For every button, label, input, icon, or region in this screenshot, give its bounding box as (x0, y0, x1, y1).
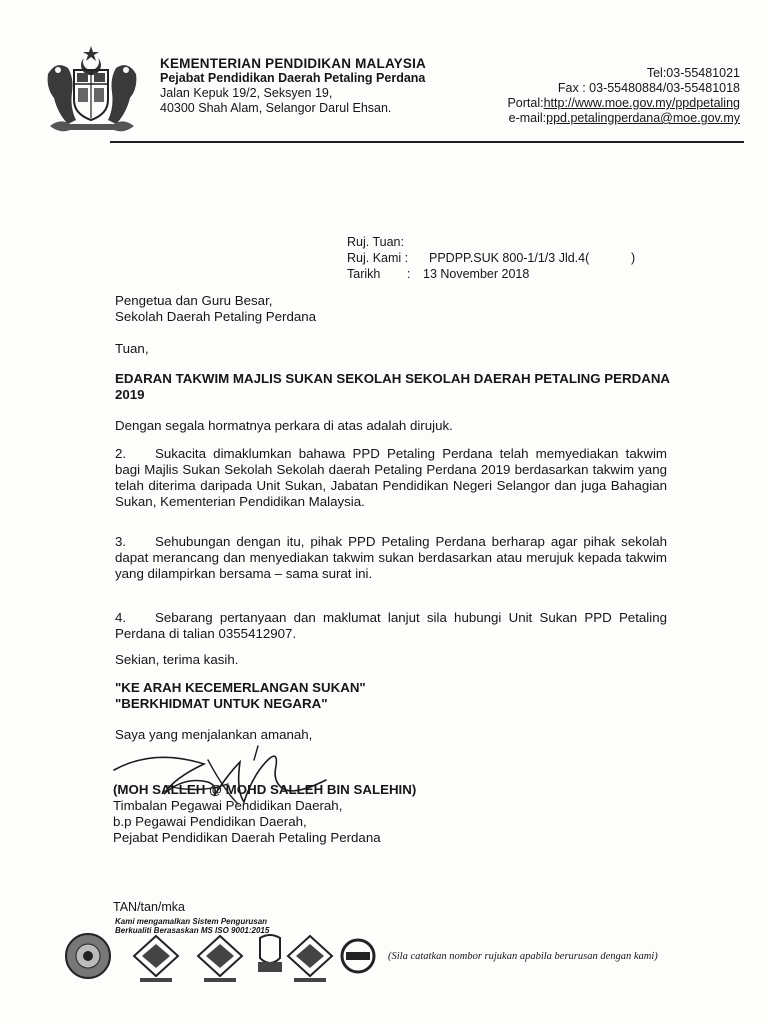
paragraph-4 (115, 610, 667, 642)
subject-heading: EDARAN TAKWIM MAJLIS SUKAN SEKOLAH SEKOLAH DAERAH PETALING PERDANA 2019 (115, 371, 670, 402)
paragraph-2 (115, 446, 667, 510)
paragraph-number: 2. (115, 446, 127, 461)
motto-line: "BERKHIDMAT UNTUK NEGARA" (115, 696, 328, 711)
reference-note: (Sila catatkan nombor rujukan apabila berurusan dengan kami) (388, 951, 658, 962)
sign-off: Saya yang menjalankan amanah, (115, 727, 313, 742)
office-name: Pejabat Pendidikan Daerah Petaling Perdana (160, 71, 426, 85)
recipient-line: Sekolah Daerah Petaling Perdana (115, 309, 317, 324)
paragraph-text: Sehubungan dengan itu, pihak PPD Petaling Perdana berharap agar pihak sekolah dapat merancang dan menyediakan takwim sukan berdasarkan atau merujuk kepada takwim yang dilampirkan bersama – sama surat ini. (115, 534, 667, 581)
iqnet-icon (342, 940, 374, 972)
ministry-name: KEMENTERIAN PENDIDIKAN MALAYSIA (160, 56, 426, 71)
portal-label: Portal: (507, 96, 544, 110)
email-link[interactable]: ppd.petalingperdana@moe.gov.my (546, 111, 740, 125)
motto (115, 680, 667, 712)
ministry-letterhead (160, 56, 426, 116)
portal-link[interactable]: http://www.moe.gov.my/ppdpetaling (543, 96, 740, 110)
address-line: 40300 Shah Alam, Selangor Darul Ehsan. (160, 101, 392, 115)
recipient-line: Pengetua dan Guru Besar, (115, 293, 273, 308)
header-divider (110, 141, 744, 143)
paragraph-1: Dengan segala hormatnya perkara di atas adalah dirujuk. (115, 418, 453, 433)
tarikh-label: Tarikh (347, 267, 381, 281)
ruj-tuan-label: Ruj. Tuan: (347, 235, 404, 249)
tarikh-separator: : (407, 267, 411, 281)
paragraph-text: Sebarang pertanyaan dan maklumat lanjut sila hubungi Unit Sukan PPD Petaling Perdana di talian 0355412907. (115, 610, 667, 641)
contact-details (507, 66, 740, 126)
ukas-mark-icon (258, 935, 282, 972)
paragraph-3 (115, 534, 667, 582)
coat-of-arms-icon (40, 44, 144, 138)
portal (507, 96, 740, 111)
recipient (115, 293, 667, 325)
signatory-name: (MOH SALLEH @ MOHD SALLEH BIN SALEHIN) (113, 782, 417, 797)
handwritten-signature (108, 740, 348, 814)
signatory-title: Timbalan Pegawai Pendidikan Daerah, (113, 798, 343, 813)
iso-line: Kami mengamalkan Sistem Pengurusan (115, 917, 268, 926)
cert-seal-icon (66, 934, 110, 978)
address-line: Jalan Kepuk 19/2, Seksyen 19, (160, 86, 333, 100)
motto-line: "KE ARAH KECEMERLANGAN SUKAN" (115, 680, 366, 695)
paragraph-text: Sukacita dimaklumkan bahawa PPD Petaling Perdana telah memyediakan takwim bagi Majlis Sukan Sekolah Sekolah daerah Petaling Perdana 2019 berdasarkan takwim yang telah diterima daripada Unit Sukan, Jabatan Pendidikan Negeri Selangor dan juga Bahagian Sukan, Kementerian Pendidikan Malaysia. (115, 446, 667, 509)
file-reference: TAN/tan/mka (113, 900, 186, 914)
email-label: e-mail: (508, 111, 547, 125)
email (507, 111, 740, 126)
reference-block (347, 234, 635, 282)
salutation: Tuan, (115, 341, 149, 356)
quality-mark-icon (288, 936, 332, 982)
paragraph-number: 4. (115, 610, 127, 625)
signatory-title: b.p Pegawai Pendidikan Daerah, (113, 814, 307, 829)
ruj-kami-label: Ruj. Kami : (347, 251, 409, 265)
telephone: Tel:03-55481021 (646, 66, 740, 80)
iso-line: Berkualiti Berasaskan MS ISO 9001:2015 (115, 926, 270, 935)
ruj-kami-value: PPDPP.SUK 800-1/1/3 Jld.4( ) (429, 251, 636, 265)
tarikh-value: 13 November 2018 (423, 267, 530, 281)
quality-mark-icon (134, 936, 178, 982)
signatory-title: Pejabat Pendidikan Daerah Petaling Perdana (113, 830, 381, 845)
paragraph-number: 3. (115, 534, 127, 549)
closing-line: Sekian, terima kasih. (115, 652, 239, 667)
quality-mark-icon (198, 936, 242, 982)
certification-logos (60, 930, 380, 988)
fax: Fax : 03-55480884/03-55481018 (557, 81, 740, 95)
